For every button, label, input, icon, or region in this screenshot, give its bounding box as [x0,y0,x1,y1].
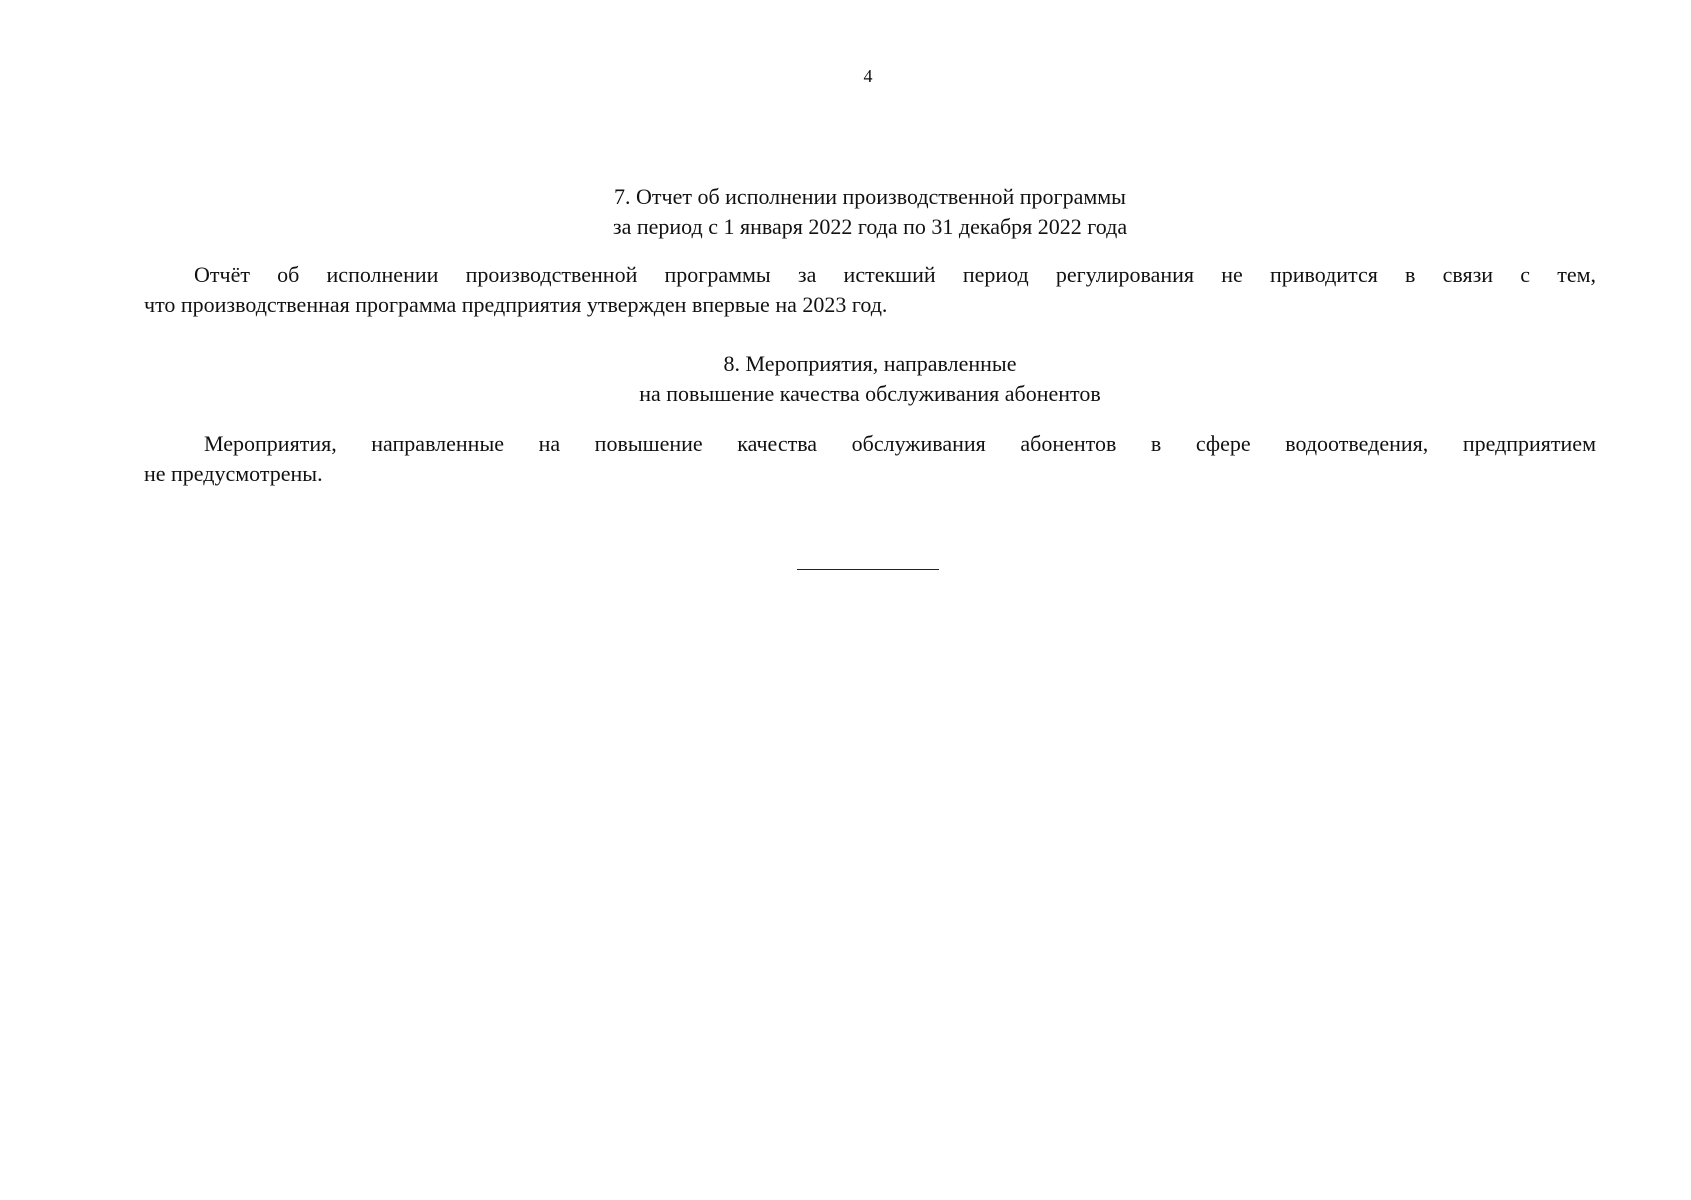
end-divider [797,569,939,570]
section-8-paragraph [144,429,1596,489]
section-7-paragraph-line2: что производственная программа предприятия утвержден впервые на 2023 год. [144,292,888,317]
section-8-heading [144,349,1596,409]
section-7-paragraph [144,260,1596,320]
section-7-heading [144,182,1596,242]
section-8-heading-line2: на повышение качества обслуживания абонентов [639,381,1101,406]
section-7-heading-line1: 7. Отчет об исполнении производственной программы [614,184,1126,209]
section-8-heading-line1: 8. Мероприятия, направленные [723,351,1017,376]
section-8-paragraph-line1: Мероприятия, направленные на повышение качества обслуживания абонентов в сфере водоотведения, предприятием [204,431,1596,456]
section-8-paragraph-line2: не предусмотрены. [144,461,323,486]
section-7-paragraph-line1: Отчёт об исполнении производственной программы за истекший период регулирования не приводится в связи с тем, [194,262,1596,287]
section-7-heading-line2: за период с 1 января 2022 года по 31 декабря 2022 года [612,214,1128,239]
page-number: 4 [863,66,873,86]
